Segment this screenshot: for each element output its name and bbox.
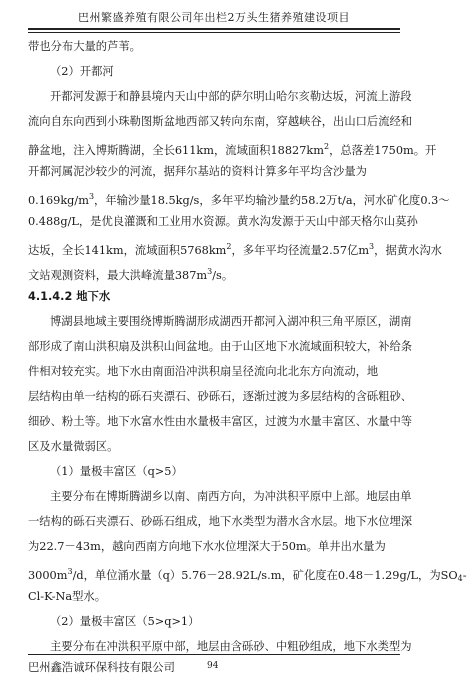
page-footer <box>28 654 400 678</box>
superscript: 3 <box>369 242 375 251</box>
line-text: 层结构由单一结构的砾石夹漂石、砂砾石，逐渐过渡为多层结构的含砾粗砂、 <box>28 390 413 403</box>
page-number: 94 <box>207 661 219 671</box>
page-header <box>28 8 400 30</box>
line-text: （1）量极丰富区（q>5） <box>50 465 183 478</box>
line-text: （2）量极丰富区（5>q>1） <box>50 615 200 628</box>
superscript: 3 <box>207 267 213 276</box>
text-line <box>28 209 418 234</box>
header-title: 巴州繁盛养殖有限公司年出栏2万头生猪养殖建设项目 <box>78 11 350 24</box>
heading-text: 4.1.4.2 地下水 <box>28 290 111 303</box>
superscript: 2 <box>226 242 232 251</box>
line-text: ，据黄水沟水 <box>374 244 442 257</box>
superscript: 3 <box>67 567 73 576</box>
text-line <box>28 409 413 434</box>
text-line <box>28 134 437 159</box>
text-line <box>28 484 412 509</box>
line-text: ，总落差1750m。开 <box>329 144 437 157</box>
superscript: 3 <box>88 192 95 201</box>
text-line <box>28 234 442 259</box>
line-text: 0.169kg/m <box>28 194 89 207</box>
line-text: - <box>462 569 467 582</box>
text-line <box>28 534 396 559</box>
text-line <box>28 559 467 584</box>
text-line <box>28 334 413 359</box>
line-text: 一结构的砾石夹漂石、砂砾石组成，地下水类型为潜水含水层。地下水位埋深 <box>28 515 413 528</box>
line-text: 文站观测资料，最大洪峰流量387m <box>28 269 208 282</box>
line-text: 开都河发源于和静县境内天山中部的萨尔明山哈尔亥勒达坂，河流上游段 <box>50 90 412 103</box>
line-text: 达坂，全长141km，流域面积5768km <box>28 244 227 257</box>
line-text: ，多年平均径流量2.57亿m <box>231 244 370 257</box>
line-text: 带也分布大量的芦苇。 <box>28 40 141 53</box>
text-line <box>28 84 412 109</box>
text-line <box>28 384 413 409</box>
section-heading <box>28 284 396 309</box>
line-text: Cl-K-Na型水。 <box>28 590 107 603</box>
line-text: 部形成了南山洪积扇及洪积山间盆地。由于山区地下水流域面积较大，补给条 <box>28 340 413 353</box>
line-text: 静盆地，注入博斯腾湖，全长611km，流域面积18827km <box>28 144 324 157</box>
text-line <box>28 159 396 184</box>
line-text: /d，单位涌水量（q）5.76－28.92L/s.m，矿化度在0.48－1.29g/L，为SO <box>72 569 458 582</box>
superscript: 2 <box>323 142 330 151</box>
text-line <box>28 259 396 284</box>
line-text: 细砂、粉土等。地下水富水性由水量极丰富区，过渡为水量丰富区、水量中等 <box>28 415 413 428</box>
text-line <box>28 359 396 384</box>
text-line <box>28 434 396 459</box>
line-text: 主要分布在博斯腾湖乡以南、南西方向，为冲洪积平原中上部。地层由单 <box>50 490 412 503</box>
line-text: /s。 <box>212 269 234 282</box>
subsection-title <box>28 59 396 84</box>
body-text <box>28 34 467 659</box>
line-text: 区及水量微弱区。 <box>28 440 119 453</box>
footer-company: 巴州鑫浩诚环保科技有限公司 <box>28 661 175 674</box>
text-line <box>28 509 413 534</box>
text-line <box>28 109 413 134</box>
line-text: 主要分布在冲洪积平原中部，地层由含砾砂、中粗砂组成，地下水类型为 <box>50 640 412 653</box>
text-line <box>28 34 396 59</box>
line-text: ，年输沙量18.5kg/s，多年平均输沙量约58.2万t/a，河水矿化度0.3～ <box>94 194 450 207</box>
line-text: 为22.7－43m，越向西南方向地下水水位埋深大于50m。单井出水量为 <box>28 540 386 553</box>
subscript: 4 <box>457 574 463 583</box>
text-line <box>28 309 412 334</box>
text-line <box>28 584 396 609</box>
line-text: 3000m <box>28 569 68 582</box>
line-text: 0.488g/L，是优良灌溉和工业用水资源。黄水沟发源于天山中部天格尔山莫孙 <box>28 215 418 228</box>
text-line <box>28 184 450 209</box>
line-text: 开都河属泥沙较少的河流，据拜尔基站的资料计算多年平均含沙量为 <box>28 165 367 178</box>
line-text: （2）开都河 <box>50 65 114 78</box>
subsection-title <box>28 459 396 484</box>
line-text: 件相对较充实。地下水由南面沿冲洪积扇呈径流向北北东方向流动，地 <box>28 365 379 378</box>
subsection-title <box>28 609 396 634</box>
line-text: 流向自东向西到小珠勒图斯盆地西部又转向东南，穿越峡谷，出山口后流经和 <box>28 115 413 128</box>
line-text: 博湖县地域主要围绕博斯腾湖形成湖西开都河入湖冲积三角平原区，湖南 <box>50 315 412 328</box>
